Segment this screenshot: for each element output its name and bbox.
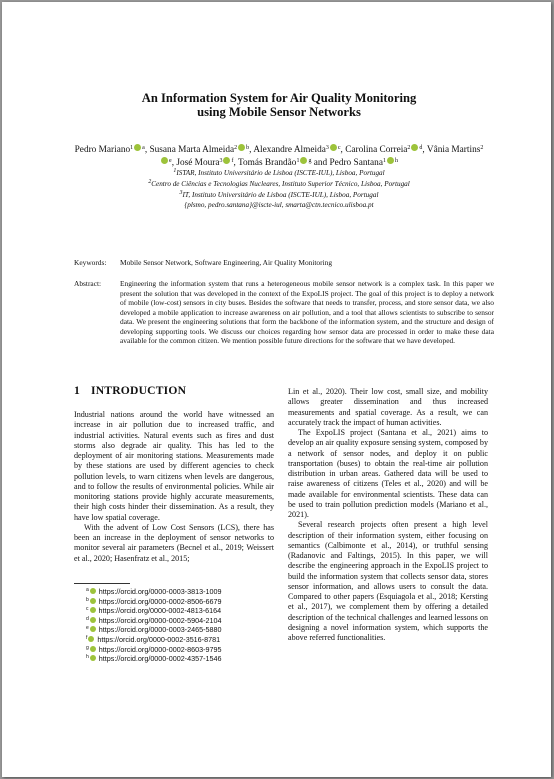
affiliation-mark: 2 [234, 145, 238, 151]
paragraph: Industrial nations around the world have witnessed an increase in air pollution due to increased traffic, and industrial activities. Natural events such as fires and dust storms also degrade air quality. This has led to the deployment of air monitoring stations. Measurements made by these stations are used by different agencies to check pollution levels, to warn citizens when levels are dangerous, and to follow the results of environmental policies. While air monitoring stations provide highly accurate measurements, their high costs hinder their dissemination. As a result, they have low spatial coverage. [74, 410, 274, 522]
orcid-icon [88, 636, 94, 642]
title-line-1: An Information System for Air Quality Monitoring [141, 91, 417, 105]
orcid-icon [90, 655, 96, 661]
author-name: Susana Marta Almeida [149, 145, 235, 155]
orcid-mark: c [337, 145, 341, 151]
author-name: José Moura [176, 157, 220, 168]
orcid-mark: h [394, 157, 398, 164]
orcid-icon[interactable] [387, 157, 394, 164]
footnote-mark: h [86, 654, 89, 661]
footnote-mark: e [86, 625, 89, 632]
affiliation-text: IT, Instituto Universitário de Lisboa (ISCTE-IUL), Lisboa, Portugal [182, 190, 379, 199]
author-name: Vânia Martins [426, 145, 481, 155]
paragraph: With the advent of Low Cost Sensors (LCS), there has been an increase in the deployment of sensor networks to monitor several air parameters (Becnel et al., 2019; Weissert et al., 2020; Hasenfratz et al., 2015; [74, 522, 274, 563]
footnote [86, 597, 221, 607]
orcid-icon [90, 626, 96, 632]
orcid-link[interactable]: https://orcid.org/0000-0002-3516-8781 [97, 634, 221, 644]
author-name: Pedro Santana [329, 157, 383, 168]
footnote-rule [74, 583, 130, 584]
orcid-mark: g [308, 157, 312, 164]
author-list: Pedro Mariano$^1$ $^a$, Susana Marta Almeida$^2$ $^b$, Alexandre Almeida$^3$ $^c$, Carolina Correia$^2$ $^d$, Vânia Martins$^{2e}$, José Moura$^3$ $^f$, Tomás Brandão$^1$ $^g$ and Pedro Santana$^1$ $^h$ [74, 145, 484, 168]
keywords-text: Mobile Sensor Network, Software Engineering, Air Quality Monitoring [120, 258, 333, 267]
paragraph: Several research projects often present a high level description of their information system, either focusing on semantics (Calbimonte et al., 2014), or truthful sensing (Radanovic and Faltings, 2015). In this paper, we will describe the engineering approach in the ExpoLIS project to build the information system that collects sensor data, stores sensor information, and allows users to consult the data. Compared to other papers (Esquiagola et al., 2018; Kersting et al., 2017), we complement them by offering a detailed description of the technical challenges and learned lessons on designing a novel information system, which supports the above referred functionalities. [288, 520, 488, 642]
left-column [74, 410, 274, 564]
author-name: Tomás Brandão [237, 157, 297, 168]
footnote-mark: d [86, 615, 89, 622]
affiliation-text: Centro de Ciências e Tecnologias Nucleares, Instituto Superior Técnico, Lisboa, Portugal [151, 179, 410, 188]
title-line-2: using Mobile Sensor Networks [197, 105, 361, 119]
orcid-icon [90, 617, 96, 623]
affiliation-mark: 2 [407, 145, 411, 151]
orcid-mark: f [231, 157, 234, 164]
orcid-mark: e [169, 157, 172, 164]
paper-page [2, 2, 551, 777]
orcid-icon[interactable] [300, 157, 307, 164]
affiliation [62, 190, 496, 201]
orcid-icon [90, 588, 96, 594]
orcid-mark: a [142, 145, 145, 151]
footnote [86, 625, 221, 635]
footnote [86, 616, 221, 626]
footnote-mark: f [86, 634, 88, 641]
affiliation-mark: 1 [382, 157, 386, 164]
section-title: INTRODUCTION [91, 384, 187, 397]
abstract-label: Abstract: [74, 279, 102, 288]
affiliation-mark: 3 [219, 157, 223, 164]
affiliation-mark: 2 [480, 145, 484, 151]
paragraph: The ExpoLIS project (Santana et al., 2021) aims to develop an air quality exposure sensing system, composed by a network of sensor nodes, and deploy it on public transportation (buses) to obtain the real-time air pollution distribution in urban areas. Gathered data will be used to raise awareness of citizens (Teles et al., 2020) and will be made available for environmental scientists. These data can be used to train pollution prediction models (Mariano et al., 2021). [288, 428, 488, 519]
abstract-block [74, 279, 494, 346]
orcid-icon[interactable] [223, 157, 230, 164]
affiliation-mark: 3 [325, 145, 329, 151]
paper-title [82, 91, 476, 119]
footnote-mark: a [86, 587, 89, 593]
orcid-icon[interactable] [411, 144, 418, 151]
affiliation-text: ISTAR, Instituto Universitário de Lisboa (ISCTE-IUL), Lisboa, Portugal [176, 169, 385, 177]
footnote [86, 645, 221, 655]
orcid-mark: b [246, 145, 250, 151]
orcid-icon[interactable] [330, 144, 337, 151]
right-column [288, 387, 488, 643]
author-name: Carolina Correia [345, 145, 408, 155]
footnote [86, 606, 221, 616]
orcid-link[interactable]: https://orcid.org/0000-0002-8603-9795 [98, 644, 222, 654]
affiliation [62, 168, 496, 179]
footnote [86, 635, 221, 645]
affiliation-number: 3 [179, 189, 183, 196]
author-name: Alexandre Almeida [253, 145, 326, 155]
orcid-icon [90, 607, 96, 613]
affiliations [62, 168, 496, 211]
orcid-mark: d [419, 145, 423, 151]
footnote-mark: g [86, 644, 89, 651]
orcid-link[interactable]: https://orcid.org/0000-0003-2465-5880 [98, 625, 222, 635]
affiliation-number: 2 [148, 178, 152, 185]
orcid-link[interactable]: https://orcid.org/0000-0002-4357-1546 [98, 654, 222, 664]
affiliation-mark: 1 [130, 145, 134, 151]
orcid-link[interactable]: https://orcid.org/0000-0003-3813-1009 [98, 587, 222, 596]
orcid-icon[interactable] [161, 157, 168, 164]
orcid-link[interactable]: https://orcid.org/0000-0002-8506-6679 [98, 596, 222, 606]
orcid-link[interactable]: https://orcid.org/0000-0002-5904-2104 [98, 615, 222, 625]
author-emails: {plsmo, pedro.santana}@iscte-iul, smarta@ctn.tecnico.ulisboa.pt [184, 201, 374, 210]
keywords-label: Keywords: [74, 258, 107, 267]
affiliation-number: 1 [173, 168, 177, 174]
orcid-icon [90, 646, 96, 652]
orcid-icon[interactable] [134, 144, 141, 151]
orcid-link[interactable]: https://orcid.org/0000-0002-4813-6164 [98, 606, 222, 616]
affiliation-mark: 1 [296, 157, 300, 164]
author-name: Pedro Mariano [74, 145, 131, 155]
abstract-text: Engineering the information system that runs a heterogeneous mobile sensor network is a complex task. In this paper we present the solution that was developed in the context of the ExpoLIS project. The goal of this project is to deploy a network of mobile (low-cost) sensors in city buses. Besides the software that needs to transfer, process, and store sensor data, we also developed a mobile application to increase awareness on air pollution, and a tool that allows scientists to subscribe to sensor data. We present the engineering solutions that form the backbone of the information system, and the structure and design of developing supporting tools. We discuss our choices regarding how sensor data are processed in order to make these data available for the common citizen. We mention possible future directions for the software that we have developed. [120, 279, 494, 345]
footnotes [86, 587, 221, 664]
section-number: 1 [74, 384, 80, 397]
footnote [86, 654, 221, 664]
footnote-mark: c [86, 606, 89, 613]
paragraph: Lin et al., 2020). Their low cost, small size, and mobility allows greater dissemination and thus increased measurements and spatial coverage. As a result, we can accurately track the impact of human activities. [288, 387, 488, 427]
section-heading [74, 384, 186, 397]
affiliation [62, 179, 496, 190]
footnote-mark: b [86, 596, 89, 603]
footnote [86, 587, 221, 597]
orcid-icon[interactable] [238, 144, 245, 151]
orcid-icon [90, 598, 96, 604]
